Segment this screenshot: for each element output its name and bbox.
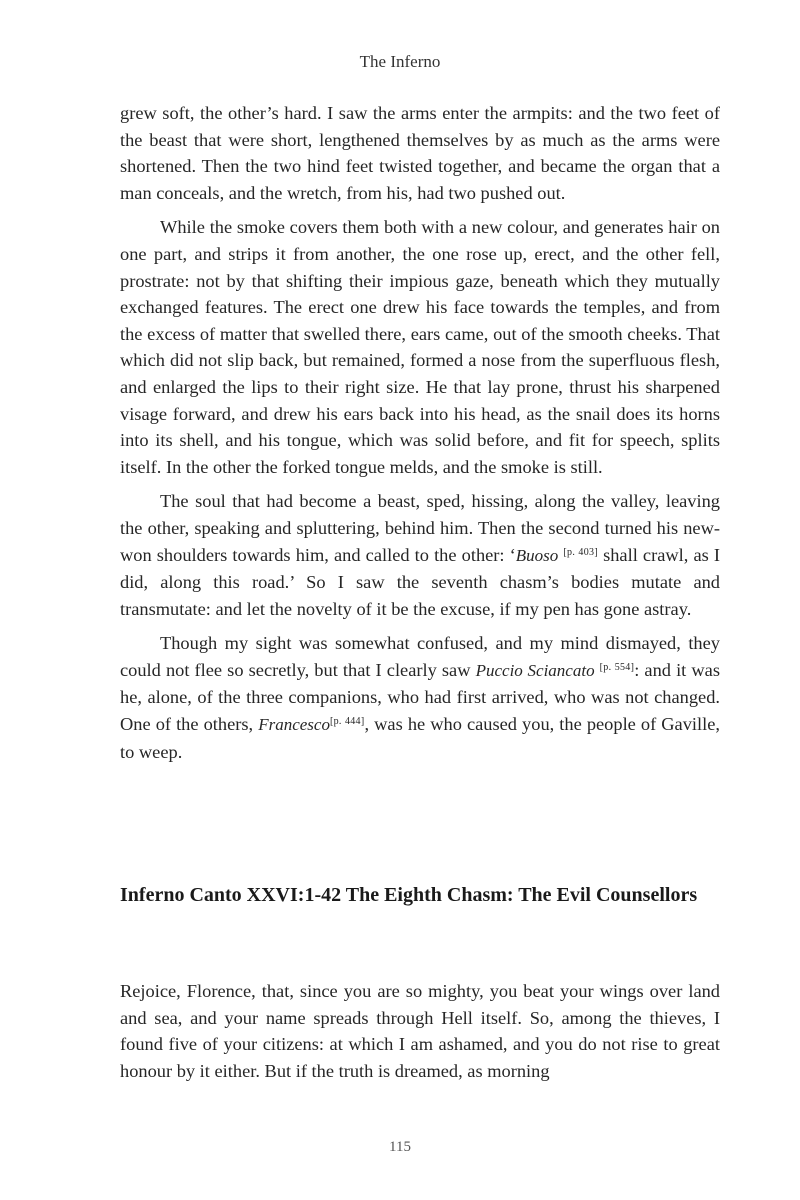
- paragraph-4: [120, 630, 720, 765]
- page-ref-buoso[interactable]: [p. 403]: [563, 546, 598, 558]
- paragraph-3-text-before: The soul that had become a beast, sped, hissing, along the valley, leaving the other, speaking and spluttering, behind him. Then the second turned his new-won shoulders towards him, and called to the other: ‘: [120, 491, 720, 565]
- running-title: The Inferno: [359, 52, 441, 71]
- page-ref-puccio[interactable]: [p. 554]: [599, 661, 635, 673]
- paragraph-3: [120, 488, 720, 622]
- section-paragraph: Rejoice, Florence, that, since you are so mighty, you beat your wings over land and sea, and your name spreads through Hell itself. So, among the thieves, I found five of your citizens: at which I am ashamed, and you do not rise to great honour by it either. But if the truth is dreamed, as morning: [120, 981, 720, 1081]
- page-ref-francesco[interactable]: [p. 444]: [329, 716, 365, 728]
- section-heading: Inferno Canto XXVI:1-42 The Eighth Chasm: The Evil Counsellors: [120, 884, 698, 906]
- paragraph-3-text-after: shall crawl, as I did, along this road.’ So I saw the seventh chasm’s bodies mutate and transmutate: and let the novelty of it be the excuse, if my pen has gone astray.: [120, 544, 720, 619]
- body-text: [120, 100, 720, 773]
- name-buoso: Buoso: [515, 545, 559, 565]
- name-puccio-sciancato: Puccio Sciancato: [475, 660, 595, 680]
- paragraph-4-text-middle: : and it was he, alone, of the three companions, who had first arrived, who was not changed. One of the others,: [120, 659, 720, 735]
- paragraph-2: While the smoke covers them both with a new colour, and generates hair on one part, and strips it from another, the one rose up, erect, and the other fell, prostrate: not by that shifting their impious gaze, beneath which they mutually exchanged features. The erect one drew his face towards the temples, and from the excess of matter that swelled there, ears came, out of the smooth cheeks. That which did not slip back, but remained, formed a nose from the superfluous flesh, and enlarged the lips to their right size. He that lay prone, thrust his sharpened visage forward, and drew his ears back into his head, as the snail does its horns into its shell, and his tongue, which was solid before, and fit for speech, splits itself. In the other the forked tongue melds, and the smoke is still.: [120, 217, 720, 477]
- paragraph-4-text-before: Though my sight was somewhat confused, and my mind dismayed, they could not flee so secretly, but that I clearly saw: [120, 633, 720, 680]
- paragraph-1: grew soft, the other’s hard. I saw the arms enter the armpits: and the two feet of the beast that were short, lengthened themselves by as much as the arms were shortened. Then the two hind feet twisted together, and became the organ that a man conceals, and the wretch, from his, had two pushed out.: [120, 103, 720, 203]
- page-number: 115: [389, 1139, 411, 1155]
- name-francesco: Francesco: [258, 715, 330, 735]
- paragraph-4-text-after: , was he who caused you, the people of Gaville, to weep.: [120, 714, 721, 762]
